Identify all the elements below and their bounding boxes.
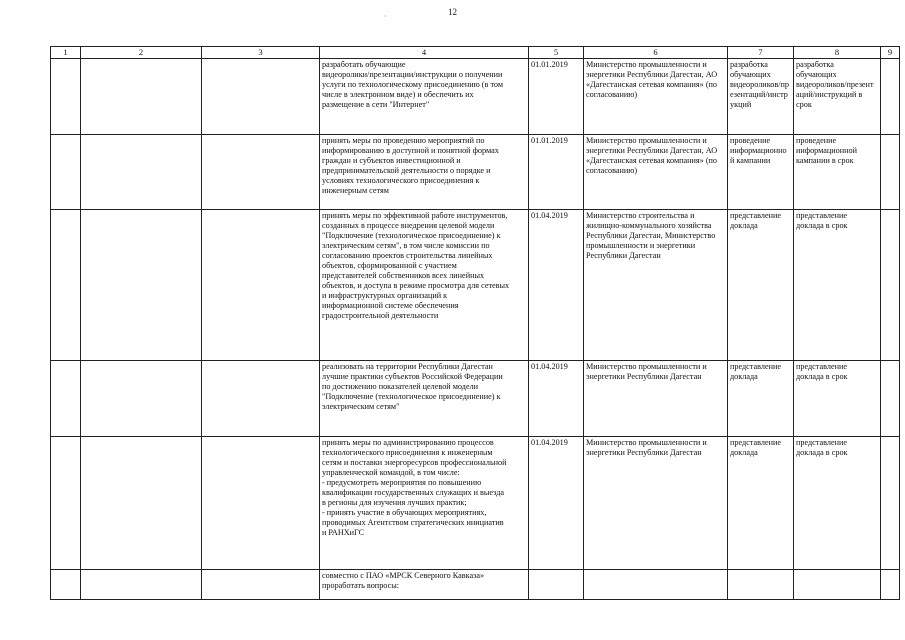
cell-col1 [51,361,81,437]
table-row [51,361,900,437]
cell-date: 01.04.2019 [529,437,584,570]
cell-col2 [81,570,202,600]
cell-responsible: Министерство промышленности и энергетики Республики Дагестан [584,437,728,570]
cell-date [529,570,584,600]
cell-responsible: Министерство строительства и жилищно-коммунального хозяйства Республики Дагестан, Министерство промышленности и энергетики Республики Дагестан [584,210,728,361]
cell-result: представление доклада [728,210,794,361]
cell-result: представление доклада [728,437,794,570]
cell-col3 [202,210,320,361]
cell-responsible: Министерство промышленности и энергетики Республики Дагестан, АО «Дагестанская сетевая компания» (по согласованию) [584,135,728,210]
cell-col9 [881,570,900,600]
cell-date: 01.04.2019 [529,210,584,361]
cell-col2 [81,437,202,570]
cell-col1 [51,210,81,361]
cell-col9 [881,437,900,570]
column-header-6: 6 [584,47,728,59]
cell-col3 [202,59,320,135]
cell-col3 [202,135,320,210]
table-row [51,59,900,135]
cell-result [728,570,794,600]
column-header-7: 7 [728,47,794,59]
cell-indicator [794,570,881,600]
cell-responsible: Министерство промышленности и энергетики Республики Дагестан [584,361,728,437]
column-header-5: 5 [529,47,584,59]
cell-col9 [881,59,900,135]
cell-col1 [51,135,81,210]
cell-measure: принять меры по проведению мероприятий по информированию в доступной и понятной формах граждан и субъектов инвестиционной и предпринимательской деятельности о порядке и условиях технологического присоединения к инженерным сетям [320,135,529,210]
cell-col2 [81,59,202,135]
cell-result: представление доклада [728,361,794,437]
cell-indicator: проведение информационной кампании в срок [794,135,881,210]
cell-date: 01.01.2019 [529,135,584,210]
cell-col2 [81,210,202,361]
cell-col9 [881,135,900,210]
page-number: 12 [448,7,457,17]
cell-col9 [881,210,900,361]
table-row [51,135,900,210]
cell-indicator: представление доклада в срок [794,210,881,361]
cell-measure: совместно с ПАО «МРСК Северного Кавказа» проработать вопросы: [320,570,529,600]
cell-indicator: представление доклада в срок [794,437,881,570]
cell-col3 [202,570,320,600]
cell-col2 [81,135,202,210]
cell-col3 [202,361,320,437]
column-header-4: 4 [320,47,529,59]
column-header-1: 1 [51,47,81,59]
cell-result: проведение информационно й кампании [728,135,794,210]
table-row [51,210,900,361]
cell-col2 [81,361,202,437]
table-row [51,437,900,570]
cell-responsible [584,570,728,600]
scan-speck: · [384,12,387,21]
cell-indicator: разработка обучающих видеороликов/презент аций/инструкций в срок [794,59,881,135]
cell-measure: принять меры по администрированию процессов технологического присоединения к инженерным сетям и поставки энергоресурсов профессиональной управленческой командой, в том числе: - предусмотреть мероприятия по повышению квалификации государственных служащих и выезда в регионы для изучения лучших практик; - принять участие в обучающих мероприятиях, проводимых Агентством стратегических инициатив и РАНХиГС [320,437,529,570]
cell-measure: реализовать на территории Республики Дагестан лучшие практики субъектов Российской Федерации по достижению показателей целевой модели "Подключение (технологическое присоединение) к электрическим сетям" [320,361,529,437]
cell-col9 [881,361,900,437]
cell-col1 [51,570,81,600]
cell-responsible: Министерство промышленности и энергетики Республики Дагестан, АО «Дагестанская сетевая компания» (по согласованию) [584,59,728,135]
cell-col1 [51,59,81,135]
column-header-8: 8 [794,47,881,59]
measures-table [50,46,900,600]
cell-date: 01.04.2019 [529,361,584,437]
column-header-9: 9 [881,47,900,59]
cell-col1 [51,437,81,570]
table-row [51,570,900,600]
cell-measure: разработать обучающие видеоролики/презентации/инструкции о получении услуги по технологическому присоединению (в том числе в электронном виде) и обеспечить их размещение в сети "Интернет" [320,59,529,135]
cell-indicator: представление доклада в срок [794,361,881,437]
cell-date: 01.01.2019 [529,59,584,135]
cell-result: разработка обучающих видеороликов/пр езентаций/инстр укций [728,59,794,135]
cell-col3 [202,437,320,570]
column-header-3: 3 [202,47,320,59]
header-row [51,47,900,59]
column-header-2: 2 [81,47,202,59]
cell-measure: принять меры по эффективной работе инструментов, созданных в процессе внедрения целевой модели "Подключение (технологическое присоединение) к электрическим сетям", в том числе комиссии по согласованию проектов строительства линейных объектов, сформированной с участием представителей собственников всех линейных объектов, и доступа в режиме просмотра для сетевых и инфраструктурных организаций к информационной системе обеспечения градостроительной деятельности [320,210,529,361]
